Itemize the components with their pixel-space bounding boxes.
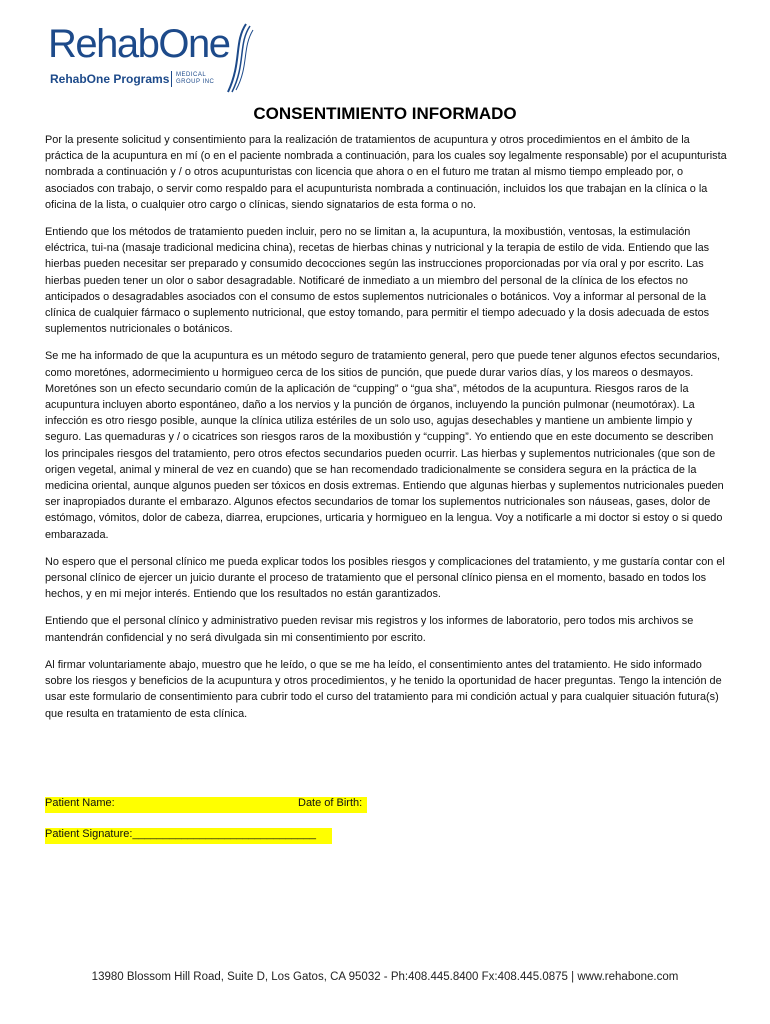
logo-divider bbox=[171, 71, 172, 87]
date-of-birth-label: Date of Birth: bbox=[298, 797, 363, 809]
paragraph-confidentiality: Entiendo que el personal clínico y administrativo pueden revisar mis registros y los informes de laboratorio, pero todos mis archivos se mantendrán confidencial y no será divulgada sin mi consentimiento por escrito. bbox=[45, 615, 694, 644]
paragraph-methods: Entiendo que los métodos de tratamiento pueden incluir, pero no se limitan a, la acupuntura, la moxibustión, ventosas, la estimulación eléctrica, tui-na (masaje tradicional medicina china), recetas de hierbas chinas y nutricional y la terapia de estilo de vida. Entiendo que las hierbas pueden necesitar ser preparado y consumido decocciones según las instrucciones proporcionadas por vía oral y por escrito. Las hierbas pueden tener un olor o sabor desagradable. Notificaré de inmediato a un miembro del personal de la clínica de los efectos no anticipados o desagradables asociados con el consumo de estos suplementos nutricionales o botánicos. Voy a informar al personal de la clínica de cualquier fármaco o suplemento nutricional, que estoy tomando, para permitir el tiempo adecuado y la dosis adecuada de estos suplementos nutricionales o botánicos. bbox=[45, 226, 710, 336]
logo-programs-text: RehabOne Programs bbox=[50, 72, 170, 86]
footer-contact: 13980 Blossom Hill Road, Suite D, Los Gatos, CA 95032 - Ph:408.445.8400 Fx:408.445.0875 | www.rehabone.com bbox=[91, 971, 679, 983]
document-title: CONSENTIMIENTO INFORMADO bbox=[253, 104, 517, 123]
rehabone-logo bbox=[48, 22, 278, 94]
patient-signature-field[interactable]: Patient Signature:______________________________ bbox=[45, 828, 332, 844]
patient-name-field[interactable] bbox=[45, 797, 367, 813]
consent-body bbox=[45, 132, 727, 733]
patient-name-label: Patient Name: bbox=[45, 797, 115, 809]
logo-brand-text: RehabOne bbox=[48, 22, 230, 66]
logo-medical-line2: GROUP INC bbox=[176, 79, 215, 85]
paragraph-expectations: No espero que el personal clínico me pueda explicar todos los posibles riesgos y complicaciones del tratamiento, y me gustaría contar con el personal clínico de ejercer un juicio durante el proceso de tratamiento que el personal clínico piensa en el momento, basado en todos los hechos, y en mi mejor interés. Entiendo que los resultados no están garantizados. bbox=[45, 555, 725, 601]
logo-medical-line1: MEDICAL bbox=[176, 72, 207, 78]
paragraph-authorization: Por la presente solicitud y consentimiento para la realización de tratamientos de acupuntura y otros procedimientos en el ámbito de la práctica de la acupuntura en mí (o en el paciente nombrada a continuación, para los cuales soy legalmente responsable) por el acupunturista nombrada a continuación y / o otros acupunturistas con licencia que ahora o en el futuro me tratan al mismo tiempo empleado por, o asociados con trabajo, o servir como respaldo para el acupunturista nombrada a continuación, incluidos los que trabajan en la clínica o la oficina de la lista, o cualquier otro cargo o clínicas, siendo signatarios de esta forma o no. bbox=[45, 134, 727, 211]
logo-swoosh-icon bbox=[220, 22, 254, 94]
paragraph-signature-statement: Al firmar voluntariamente abajo, muestro que he leído, o que se me ha leído, el consentimiento antes del tratamiento. He sido informado sobre los riesgos y beneficios de la acupuntura y otros procedimientos, y he tenido la oportunidad de hacer preguntas. Tengo la intención de usar este formulario de consentimiento para cubrir todo el curso del tratamiento para mi condición actual y para cualquier situación futura(s) que resulta en tratamiento de esta clínica. bbox=[45, 658, 722, 720]
logo-medical-group bbox=[176, 72, 214, 86]
paragraph-risks: Se me ha informado de que la acupuntura es un método seguro de tratamiento general, pero que puede tener algunos efectos secundarios, como moretónes, adormecimiento u hormigueo cerca de los sitios de punción, que puede durar varios días, y los mareos o desmayos. Moretónes son un efecto secundario común de la aplicación de “cupping” o “gua sha”, métodos de la acupuntura. Riesgos raros de la acupuntura incluyen aborto espontáneo, daño a los nervios y la punción de órganos, incluyendo la punción pulmonar (neumotórax). La infección es otro riesgo posible, aunque la clínica utiliza estériles de un solo uso, agujas desechables y mantiene un ambiente limpio y seguro. Las quemaduras y / o cicatrices son riesgos raros de la moxibustión y “cupping”. Yo entiendo que en este documento se describen los principales riesgos del tratamiento, pero otros efectos secundarios pueden ocurrir. Las hierbas y suplementos nutricionales (que son de origen vegetal, animal y mineral de vez en cuando) que se han recomendado tradicionalmente se considera segura en la práctica de la medicina oriental, aunque algunos pueden ser tóxicos en dosis extremas. Entiendo que algunas hierbas y suplementos nutricionales pueden ser inapropiados durante el embarazo. Algunos efectos secundarios de tomar los suplementos nutricionales son náuseas, gases, dolor de estómago, vómitos, dolor de cabeza, diarrea, erupciones, urticaria y hormigueo en la lengua. Voy a notificarle a mi doctor si estoy o si quedo embarazada. bbox=[45, 350, 724, 541]
